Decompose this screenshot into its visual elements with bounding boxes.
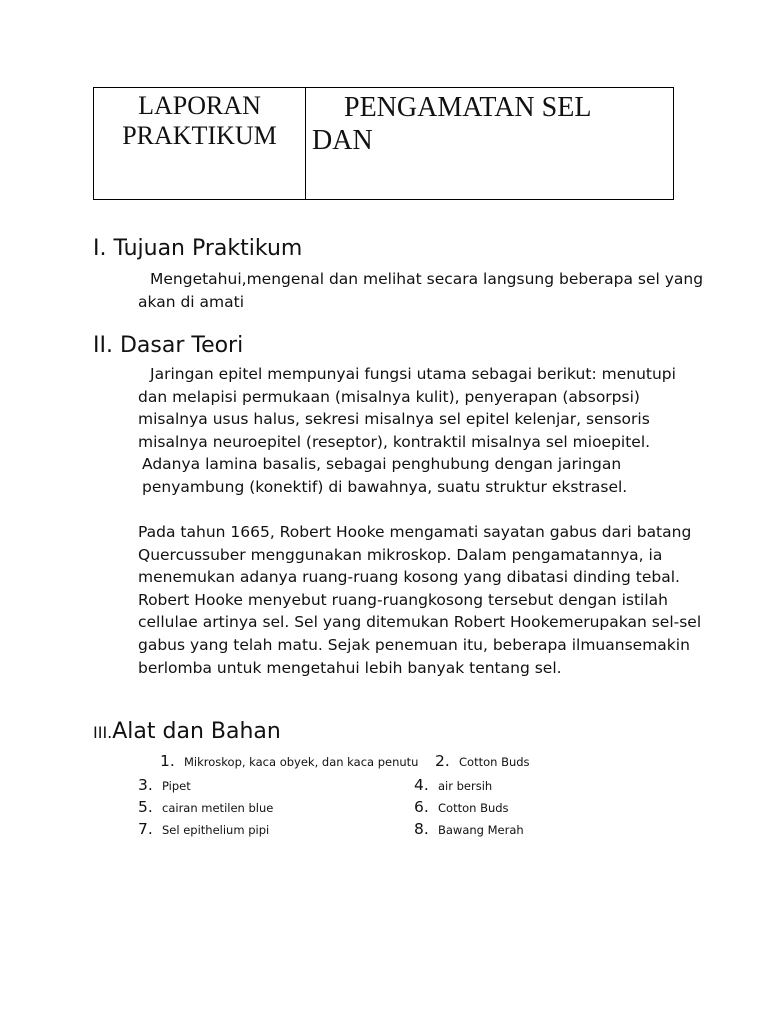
list-item-text: Bawang Merah — [438, 823, 524, 837]
list-item — [435, 753, 530, 770]
list-item — [414, 821, 524, 838]
list-item-text: cairan metilen blue — [162, 801, 274, 815]
paragraph-line: misalnya usus halus, sekresi misalnya sel epitel kelenjar, sensoris — [138, 410, 650, 429]
list-item — [138, 821, 269, 838]
section-heading-dasar-teori: II. Dasar Teori — [93, 333, 244, 358]
section-heading-tujuan: I. Tujuan Praktikum — [93, 236, 303, 261]
list-item-number: 5. — [138, 798, 153, 816]
header-right-line2: DAN — [312, 125, 373, 156]
paragraph-line: Robert Hooke menyebut ruang-ruangkosong tersebut dengan istilah — [138, 590, 668, 609]
paragraph-line: Quercussuber menggunakan mikroskop. Dalam pengamatannya, ia — [138, 545, 663, 564]
paragraph-line: gabus yang telah matu. Sejak penemuan itu, beberapa ilmuansemakin — [138, 635, 690, 654]
paragraph-line: akan di amati — [138, 292, 245, 311]
paragraph-line: penyambung (konektif) di bawahnya, suatu struktur ekstrasel. — [142, 477, 628, 496]
list-item-text: Sel epithelium pipi — [162, 823, 270, 837]
list-item — [138, 799, 273, 816]
list-item-text: air bersih — [438, 779, 493, 793]
paragraph-line: cellulae artinya sel. Sel yang ditemukan Robert Hookemerupakan sel-sel — [138, 613, 702, 632]
section-heading-alat-bahan — [93, 719, 281, 746]
dasar-teori-paragraph-1 — [138, 363, 678, 499]
paragraph-line: Jaringan epitel mempunyai fungsi utama sebagai berikut: menutupi — [150, 365, 676, 383]
list-item-number: 2. — [435, 752, 450, 770]
list-item-text: Cotton Buds — [438, 801, 509, 815]
header-left-line2: PRAKTIKUM — [122, 121, 277, 150]
tujuan-paragraph — [138, 268, 704, 313]
paragraph-line: Mengetahui,mengenal dan melihat secara langsung beberapa sel yang — [150, 270, 704, 288]
header-right-line1: PENGAMATAN SEL — [344, 92, 592, 123]
list-item-text: Mikroskop, kaca obyek, dan kaca penutu — [184, 755, 419, 769]
paragraph-line: dan melapisi permukaan (misalnya kulit), penyerapan (absorpsi) — [138, 387, 640, 406]
paragraph-line: Pada tahun 1665, Robert Hooke mengamati sayatan gabus dari batang — [138, 523, 692, 541]
list-item — [138, 777, 191, 794]
paragraph-line: menemukan adanya ruang-ruang kosong yang dibatasi dinding tebal. — [138, 568, 680, 587]
dasar-teori-paragraph-2 — [138, 521, 702, 679]
list-item-text: Pipet — [162, 779, 191, 793]
header-table — [93, 87, 674, 200]
list-item — [414, 777, 492, 794]
section-number: III. — [93, 723, 113, 742]
list-item-text: Cotton Buds — [459, 755, 530, 769]
list-item-number: 3. — [138, 776, 153, 794]
header-left-line1: LAPORAN — [138, 91, 261, 120]
list-item — [414, 799, 509, 816]
list-item — [160, 753, 418, 770]
header-cell-left — [94, 88, 306, 199]
list-item-number: 4. — [414, 776, 429, 794]
paragraph-line: Adanya lamina basalis, sebagai penghubung dengan jaringan — [142, 455, 622, 474]
list-item-number: 8. — [414, 820, 429, 838]
paragraph-line: berlomba untuk mengetahui lebih banyak tentang sel. — [138, 658, 562, 677]
list-item-number: 1. — [160, 752, 175, 770]
paragraph-line: misalnya neuroepitel (reseptor), kontraktil misalnya sel mioepitel. — [138, 432, 651, 451]
section-title: Alat dan Bahan — [112, 719, 281, 744]
list-item-number: 7. — [138, 820, 153, 838]
list-item-number: 6. — [414, 798, 429, 816]
header-cell-right — [306, 88, 673, 199]
